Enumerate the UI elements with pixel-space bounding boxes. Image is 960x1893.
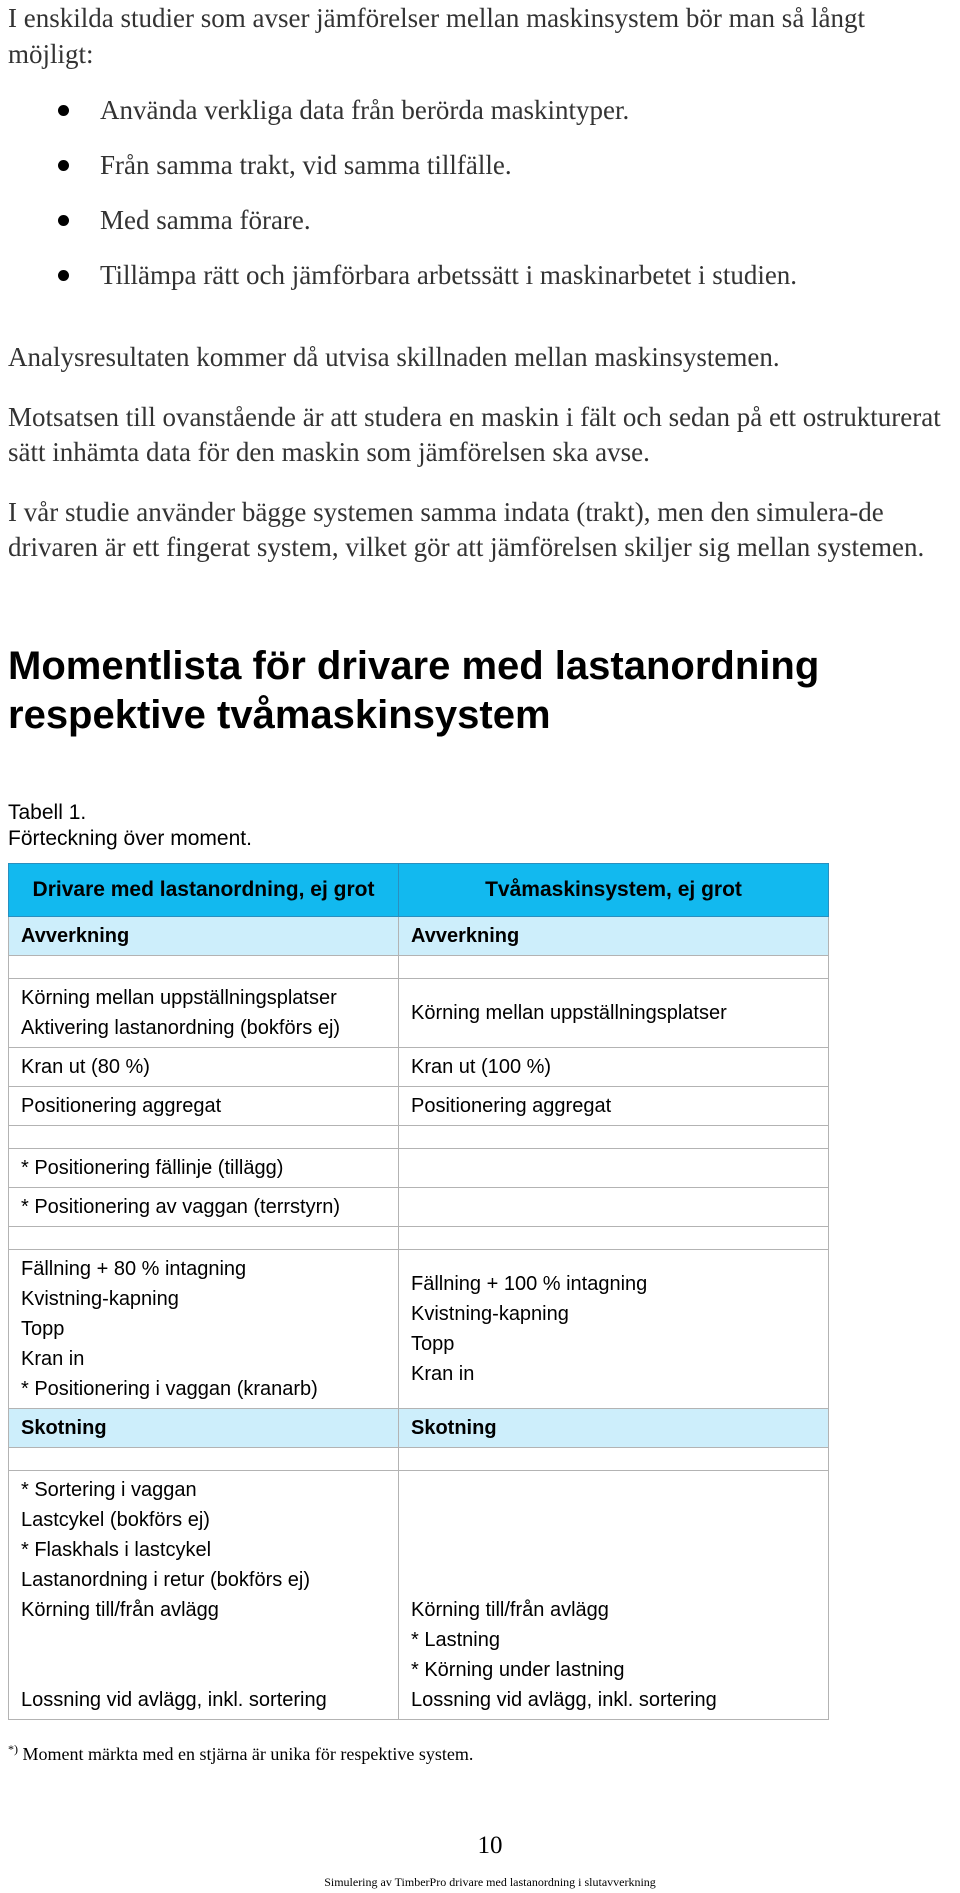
cell-tvamaskin [399, 956, 829, 979]
table-section-row [9, 917, 829, 956]
table-row [9, 1250, 829, 1409]
bullet-item [8, 92, 948, 147]
cell-drivare [9, 1409, 399, 1448]
intro-section [8, 0, 948, 312]
cell-line: * Sortering i vaggan [21, 1479, 197, 1501]
cell-line: Topp [411, 1333, 455, 1355]
cell-line: Kvistning-kapning [21, 1288, 179, 1310]
cell-drivare [9, 917, 399, 956]
cell-line: Skotning [21, 1417, 107, 1439]
cell-drivare [9, 979, 399, 1048]
bullet-icon [58, 270, 69, 281]
cell-tvamaskin [399, 1188, 829, 1227]
cell-drivare [9, 1087, 399, 1126]
footnote-marker: *) [8, 1742, 18, 1756]
cell-line: Fällning + 100 % intagning [411, 1273, 648, 1295]
table-spacer-row [9, 1448, 829, 1471]
cell-line [411, 1565, 816, 1595]
cell-line: * Körning under lastning [411, 1659, 625, 1681]
cell-line: Körning till/från avlägg [21, 1599, 219, 1621]
cell-line: Körning mellan uppställningsplatser [21, 987, 337, 1009]
cell-drivare [9, 1149, 399, 1188]
cell-drivare [9, 1048, 399, 1087]
running-footer: Simulering av TimberPro drivare med lastanordning i slutavverkning [324, 1875, 656, 1889]
cell-line: Kran ut (100 %) [411, 1056, 552, 1078]
cell-line: * Positionering av vaggan (terrstyrn) [21, 1196, 341, 1218]
cell-line: Kran in [411, 1363, 475, 1385]
table-row [9, 1188, 829, 1227]
cell-line: Kvistning-kapning [411, 1303, 569, 1325]
bullet-text: Tillämpa rätt och jämförbara arbetssätt i maskinarbetet i studien. [100, 260, 798, 290]
cell-drivare [9, 1126, 399, 1149]
intro-text: I enskilda studier som avser jämförelser mellan maskinsystem bör man så långt möjligt: [8, 3, 866, 69]
cell-line: Kran in [21, 1348, 85, 1370]
bullet-icon [58, 105, 69, 116]
cell-line: Lastanordning i retur (bokförs ej) [21, 1569, 311, 1591]
moments-table [8, 863, 829, 1720]
cell-line: Avverkning [21, 925, 130, 947]
cell-line: * Positionering fällinje (tillägg) [21, 1157, 284, 1179]
table-spacer-row [9, 956, 829, 979]
bullet-text: Med samma förare. [100, 205, 311, 235]
cell-drivare [9, 1471, 399, 1720]
bullet-item [8, 202, 948, 257]
cell-line: * Lastning [411, 1629, 500, 1651]
cell-line: Avverkning [411, 925, 520, 947]
bullet-item [8, 257, 948, 312]
cell-line: Aktivering lastanordning (bokförs ej) [21, 1017, 341, 1039]
bullet-icon [58, 160, 69, 171]
footnote [8, 1742, 473, 1765]
cell-line [411, 1505, 816, 1535]
cell-line [21, 1655, 386, 1685]
cell-line [411, 1475, 816, 1505]
bullet-list [8, 92, 948, 312]
cell-line [411, 1535, 816, 1565]
cell-drivare [9, 1250, 399, 1409]
cell-line: Positionering aggregat [411, 1095, 612, 1117]
bullet-text: Från samma trakt, vid samma tillfälle. [100, 150, 512, 180]
table-caption-label: Tabell 1. [8, 801, 87, 824]
table-spacer-row [9, 1126, 829, 1149]
page-number: 10 [477, 1832, 503, 1859]
table-header-row [9, 864, 829, 917]
table-row [9, 1471, 829, 1720]
cell-line: Körning till/från avlägg [411, 1599, 609, 1621]
cell-tvamaskin [399, 979, 829, 1048]
cell-drivare [9, 1448, 399, 1471]
cell-tvamaskin [399, 1409, 829, 1448]
cell-line: Skotning [411, 1417, 497, 1439]
section-heading: Momentlista för drivare med lastanordning respektive tvåmaskinsystem [8, 644, 820, 737]
footnote-text: Moment märkta med en stjärna är unika för respektive system. [22, 1744, 474, 1764]
cell-line: * Flaskhals i lastcykel [21, 1539, 212, 1561]
table-row [9, 1149, 829, 1188]
cell-line: Lossning vid avlägg, inkl. sortering [411, 1689, 717, 1711]
cell-line: Lossning vid avlägg, inkl. sortering [21, 1689, 327, 1711]
cell-tvamaskin [399, 1048, 829, 1087]
cell-line: Kran ut (80 %) [21, 1056, 150, 1078]
cell-line: Topp [21, 1318, 65, 1340]
table-row [9, 979, 829, 1048]
bullet-icon [58, 215, 69, 226]
cell-tvamaskin [399, 1448, 829, 1471]
cell-tvamaskin [399, 1126, 829, 1149]
cell-drivare [9, 1227, 399, 1250]
table-row [9, 1048, 829, 1087]
table-body [9, 917, 829, 1720]
table-spacer-row [9, 1227, 829, 1250]
cell-tvamaskin [399, 1149, 829, 1188]
paragraph-analysis: Analysresultaten kommer då utvisa skillnaden mellan maskinsystemen. [8, 342, 780, 372]
header-cell-tvamaskin: Tvåmaskinsystem, ej grot [399, 864, 829, 917]
table-caption-title: Förteckning över moment. [8, 827, 252, 850]
paragraph-contrast: Motsatsen till ovanstående är att studera en maskin i fält och sedan på ett ostrukturerat sätt inhämta data för den maskin som jämförelsen ska avse. [8, 402, 941, 467]
cell-tvamaskin [399, 1227, 829, 1250]
cell-line [21, 1625, 386, 1655]
cell-line: Fällning + 80 % intagning [21, 1258, 247, 1280]
header-cell-drivare: Drivare med lastanordning, ej grot [9, 864, 399, 917]
cell-tvamaskin [399, 917, 829, 956]
cell-drivare [9, 956, 399, 979]
table-section-row [9, 1409, 829, 1448]
paragraph-study: I vår studie använder bägge systemen samma indata (trakt), men den simulera-de drivaren är ett fingerat system, vilket gör att jämförelsen skiljer sig mellan systemen. [8, 497, 925, 562]
cell-drivare [9, 1188, 399, 1227]
table-caption [8, 800, 252, 852]
cell-tvamaskin [399, 1471, 829, 1720]
cell-tvamaskin [399, 1087, 829, 1126]
cell-line: Körning mellan uppställningsplatser [411, 1002, 727, 1024]
bullet-text: Använda verkliga data från berörda maskintyper. [100, 95, 630, 125]
cell-line: Lastcykel (bokförs ej) [21, 1509, 210, 1531]
table-row [9, 1087, 829, 1126]
cell-tvamaskin [399, 1250, 829, 1409]
cell-line: Positionering aggregat [21, 1095, 222, 1117]
cell-line: * Positionering i vaggan (kranarb) [21, 1378, 318, 1400]
bullet-item [8, 147, 948, 202]
